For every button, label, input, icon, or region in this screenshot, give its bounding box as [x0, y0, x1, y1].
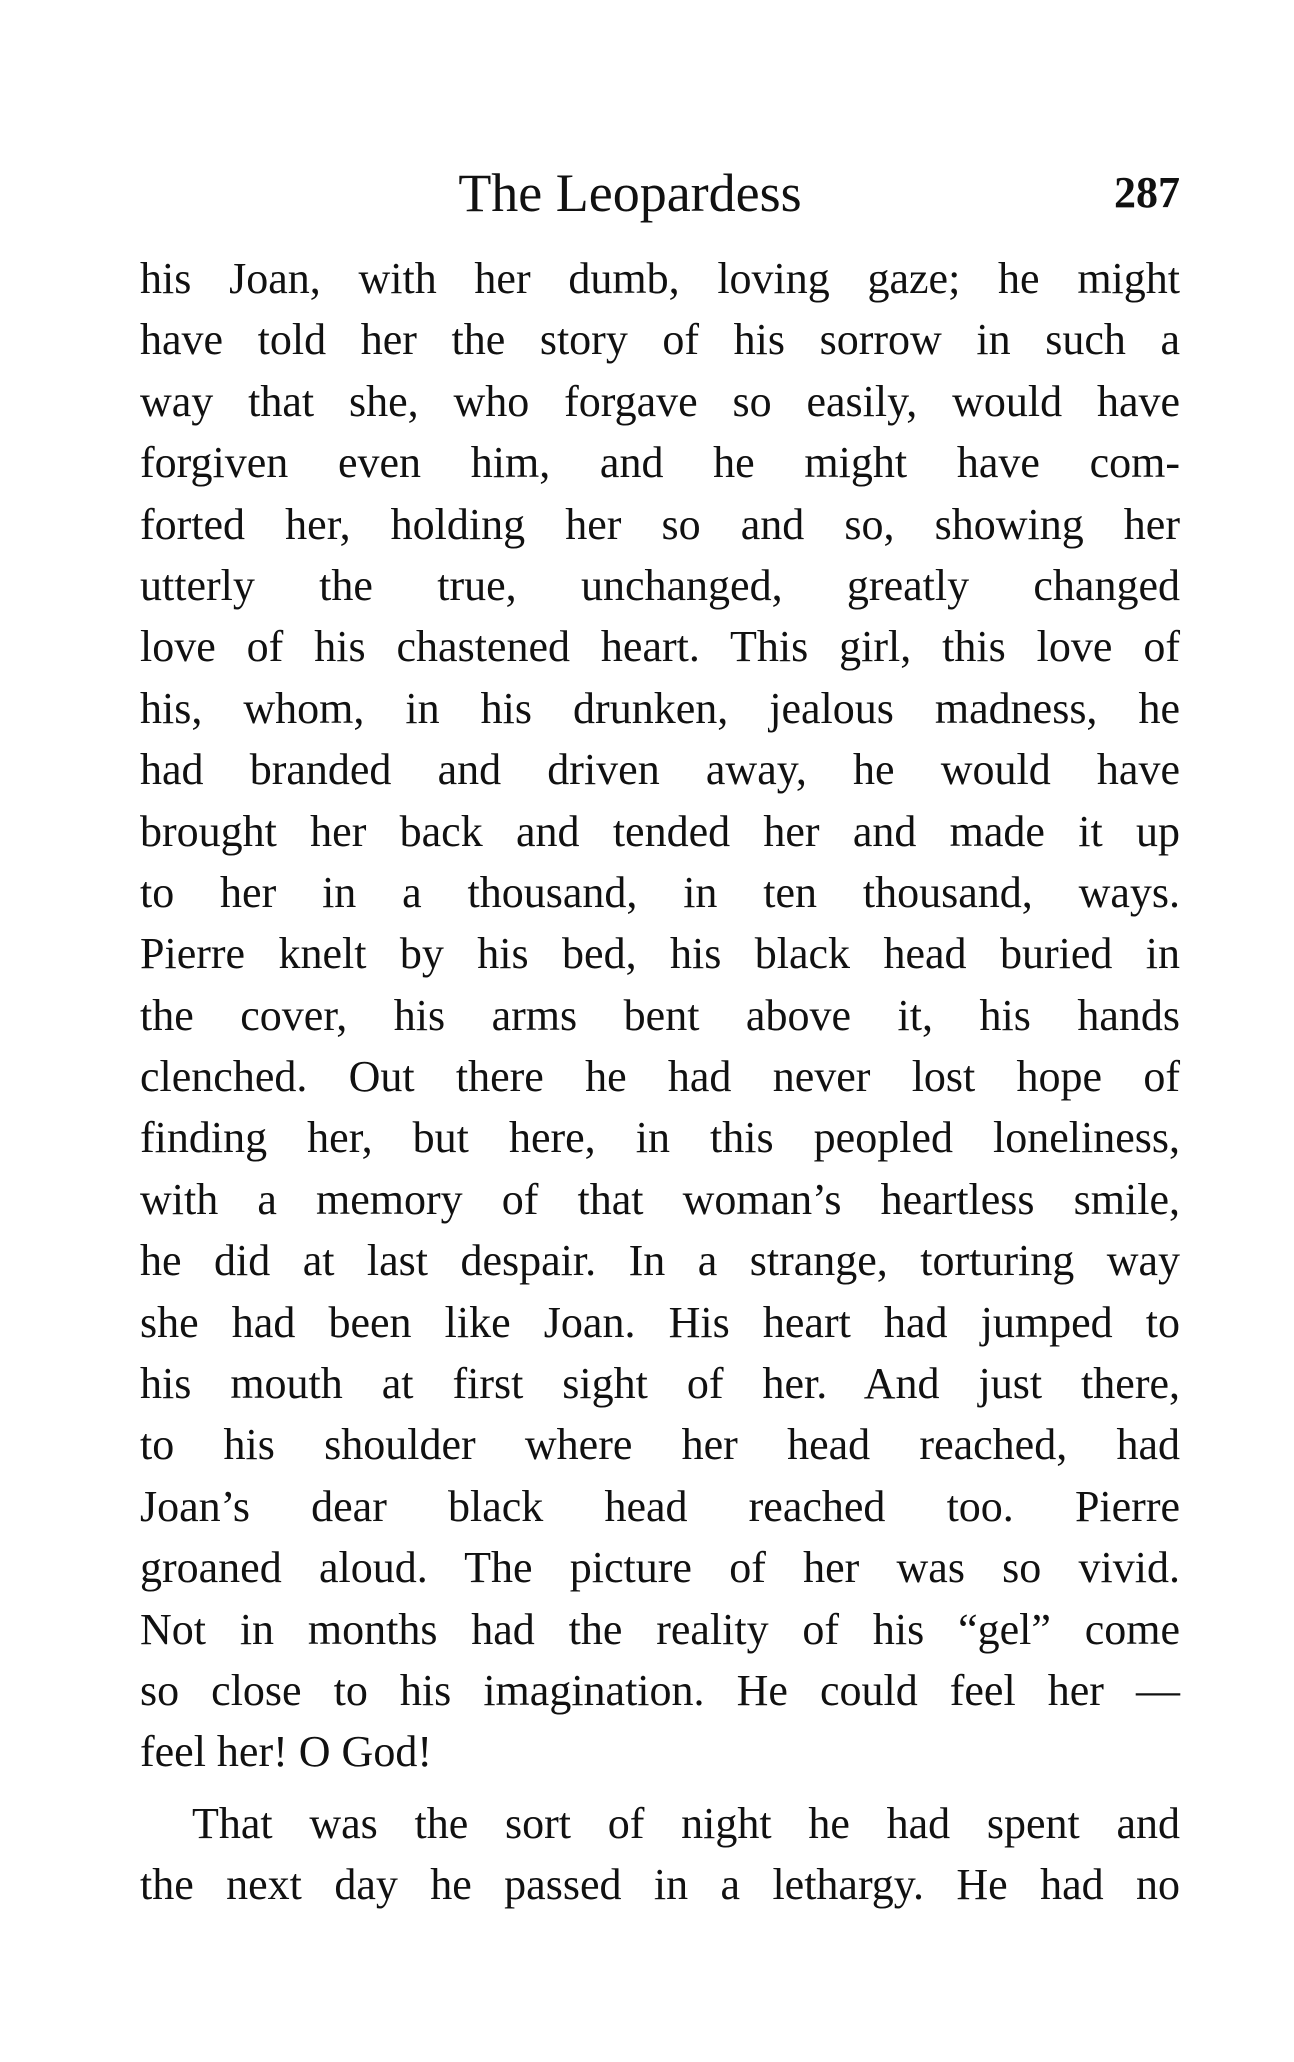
text-line: groaned aloud. The picture of her was so vivid. — [140, 1543, 1180, 1593]
body-text — [140, 248, 1180, 1916]
text-line: feel her! O God! — [140, 1727, 432, 1777]
text-line: forted her, holding her so and so, showing her — [140, 499, 1180, 549]
paragraph-1 — [140, 248, 1180, 1783]
text-line: Not in months had the reality of his “gel” come — [140, 1604, 1180, 1654]
page-header — [140, 158, 1180, 228]
text-line: to her in a thousand, in ten thousand, ways. — [140, 867, 1180, 917]
running-head: The Leopardess — [458, 163, 802, 223]
text-line: she had been like Joan. His heart had jumped to — [140, 1297, 1180, 1347]
text-line: brought her back and tended her and made it up — [140, 806, 1180, 856]
text-line: to his shoulder where her head reached, had — [140, 1420, 1180, 1470]
text-line: utterly the true, unchanged, greatly changed — [140, 560, 1180, 610]
text-line: had branded and driven away, he would have — [140, 745, 1180, 795]
paragraph-2 — [140, 1793, 1180, 1916]
text-line: his mouth at first sight of her. And just there, — [140, 1359, 1180, 1409]
text-line: his, whom, in his drunken, jealous madness, he — [140, 683, 1180, 733]
text-line: his Joan, with her dumb, loving gaze; he might — [140, 254, 1180, 303]
text-line: Pierre knelt by his bed, his black head buried in — [140, 929, 1180, 979]
text-line: forgiven even him, and he might have com- — [140, 438, 1180, 488]
text-line: so close to his imagination. He could feel her — — [140, 1665, 1180, 1715]
text-line: That was the sort of night he had spent and — [192, 1798, 1180, 1848]
text-line: way that she, who forgave so easily, would have — [140, 376, 1180, 426]
text-line: clenched. Out there he had never lost hope of — [140, 1052, 1180, 1102]
text-line: have told her the story of his sorrow in such a — [140, 315, 1180, 365]
text-line: the next day he passed in a lethargy. He had no — [140, 1860, 1180, 1910]
text-line: love of his chastened heart. This girl, this love of — [140, 622, 1180, 672]
text-line: Joan’s dear black head reached too. Pierre — [140, 1481, 1180, 1531]
paragraph-gap — [140, 1783, 1180, 1793]
page-number: 287 — [1114, 168, 1180, 217]
text-line: the cover, his arms bent above it, his hands — [140, 990, 1180, 1040]
text-line: with a memory of that woman’s heartless smile, — [140, 1174, 1180, 1224]
text-line: he did at last despair. In a strange, torturing way — [140, 1236, 1180, 1286]
text-line: finding her, but here, in this peopled loneliness, — [140, 1113, 1180, 1163]
